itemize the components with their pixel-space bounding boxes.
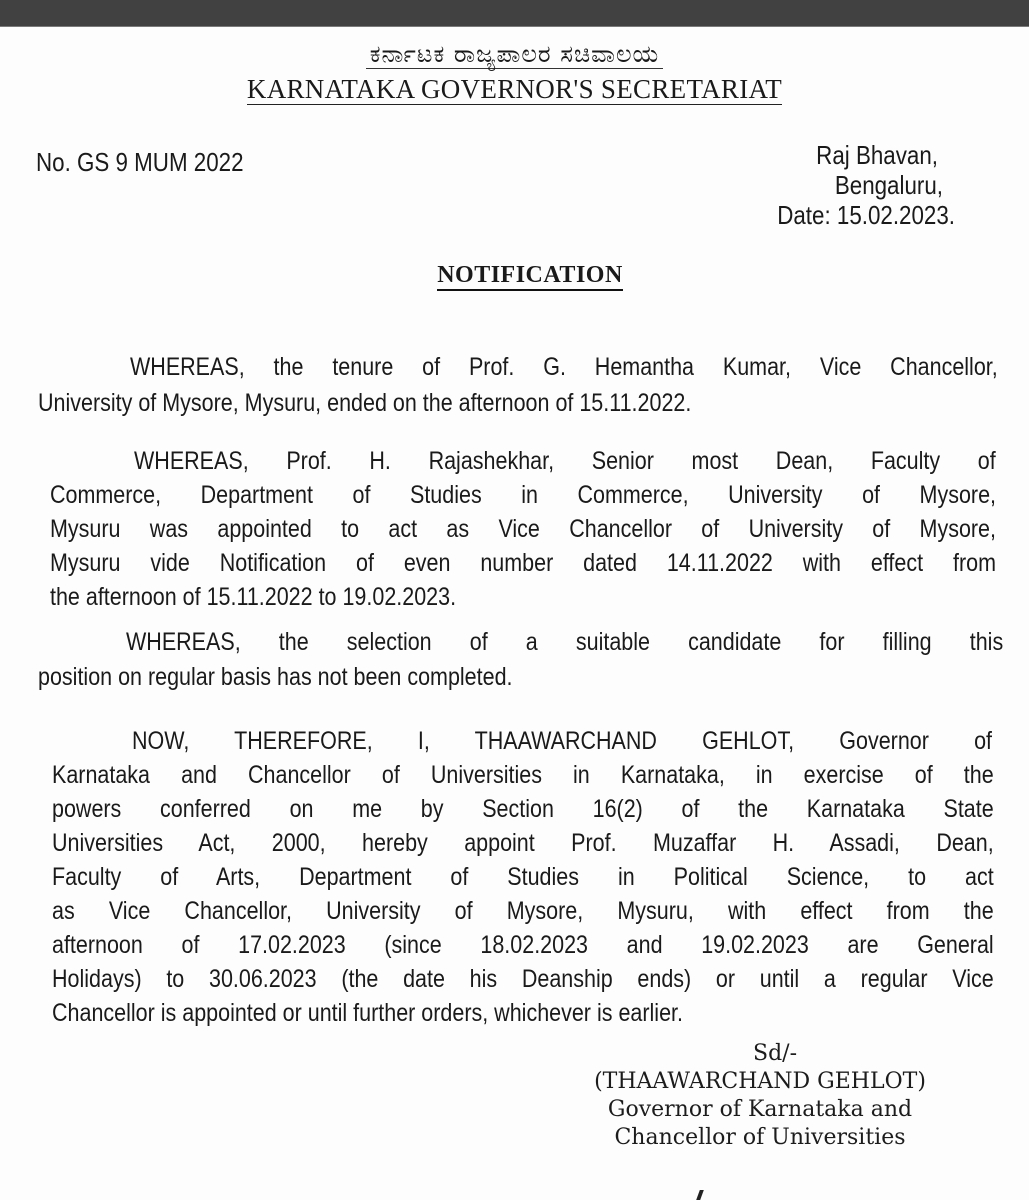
address-block [735, 140, 955, 230]
paragraph-line [52, 761, 1029, 790]
header-english-title [0, 74, 1029, 105]
english-title-text: KARNATAKA GOVERNOR'S SECRETARIAT [246, 74, 783, 104]
line-text: the afternoon of 15.11.2022 to 19.02.2023. [50, 583, 457, 611]
line-text: Universities Act, 2000, hereby appoint Prof. Muzaffar H. Assadi, Dean, [52, 829, 994, 857]
line-text: University of Mysore, Mysuru, ended on the afternoon of 15.11.2022. [38, 389, 692, 417]
line-text: WHEREAS, the tenure of Prof. G. Hemantha Kumar, Vice Chancellor, [130, 353, 998, 381]
line-text: Chancellor is appointed or until further orders, whichever is earlier. [52, 999, 683, 1027]
line-text: afternoon of 17.02.2023 (since 18.02.2023 and 19.02.2023 are General [52, 931, 994, 959]
paragraph-line [52, 863, 1029, 892]
paragraph-line [50, 515, 1029, 544]
paragraph-line [52, 727, 1029, 756]
paragraph-line [50, 481, 1029, 510]
paragraph-line [38, 663, 1028, 692]
signature-block [570, 1040, 950, 1152]
line-text: WHEREAS, the selection of a suitable candidate for filling this [126, 628, 1004, 656]
reference-number: No. GS 9 MUM 2022 [36, 147, 244, 177]
notification-heading [0, 262, 1029, 289]
signed-mark: Sd/- [753, 1041, 797, 1066]
top-bar [0, 0, 1029, 27]
line-text: Karnataka and Chancellor of Universities in Karnataka, in exercise of the [52, 761, 994, 789]
paragraph-line [38, 389, 1028, 418]
paragraph-line [50, 583, 1029, 612]
paragraph-line [52, 931, 1029, 960]
paragraph-2 [50, 447, 1029, 612]
kannada-title-text: ಕರ್ನಾಟಕ ರಾಜ್ಯಪಾಲರ ಸಚಿವಾಲಯ [366, 40, 664, 69]
line-text: powers conferred on me by Section 16(2) of the Karnataka State [52, 795, 994, 823]
cropped-ink-mark [696, 1190, 704, 1200]
signatory-name: (THAAWARCHAND GEHLOT) [594, 1069, 926, 1094]
line-text: Mysuru vide Notification of even number dated 14.11.2022 with effect from [50, 549, 996, 577]
paragraph-line [52, 897, 1029, 926]
paragraph-line [52, 795, 1029, 824]
line-text: Commerce, Department of Studies in Commerce, University of Mysore, [50, 481, 996, 509]
paragraph-3 [38, 628, 1028, 692]
line-text: NOW, THEREFORE, I, THAAWARCHAND GEHLOT, Governor of [132, 727, 992, 755]
address-line-2: Bengaluru, [834, 170, 943, 200]
paragraph-line [38, 628, 1028, 657]
line-text: WHEREAS, Prof. H. Rajashekhar, Senior most Dean, Faculty of [134, 447, 996, 475]
signatory-designation-line-1: Governor of Karnataka and [607, 1097, 913, 1122]
line-text: as Vice Chancellor, University of Mysore, Mysuru, with effect from the [52, 897, 994, 925]
paragraph-line [52, 965, 1029, 994]
paragraph-line [50, 549, 1029, 578]
signatory-designation-line-2: Chancellor of Universities [614, 1125, 906, 1150]
line-text: Mysuru was appointed to act as Vice Chancellor of University of Mysore, [50, 515, 996, 543]
paragraph-1 [38, 353, 1028, 418]
paragraph-4 [52, 727, 1029, 1028]
paragraph-line [50, 447, 1029, 476]
notification-heading-text: NOTIFICATION [437, 262, 623, 291]
paragraph-line [38, 353, 998, 382]
address-line-1: Raj Bhavan, [816, 140, 938, 170]
paragraph-line [52, 829, 1029, 858]
line-text: position on regular basis has not been completed. [38, 663, 513, 691]
line-text: Holidays) to 30.06.2023 (the date his Deanship ends) or until a regular Vice [52, 965, 994, 993]
header-kannada-title [0, 40, 1029, 68]
line-text: Faculty of Arts, Department of Studies in Political Science, to act [52, 863, 994, 891]
paragraph-line [52, 999, 1029, 1028]
document-date: Date: 15.02.2023. [777, 200, 955, 230]
